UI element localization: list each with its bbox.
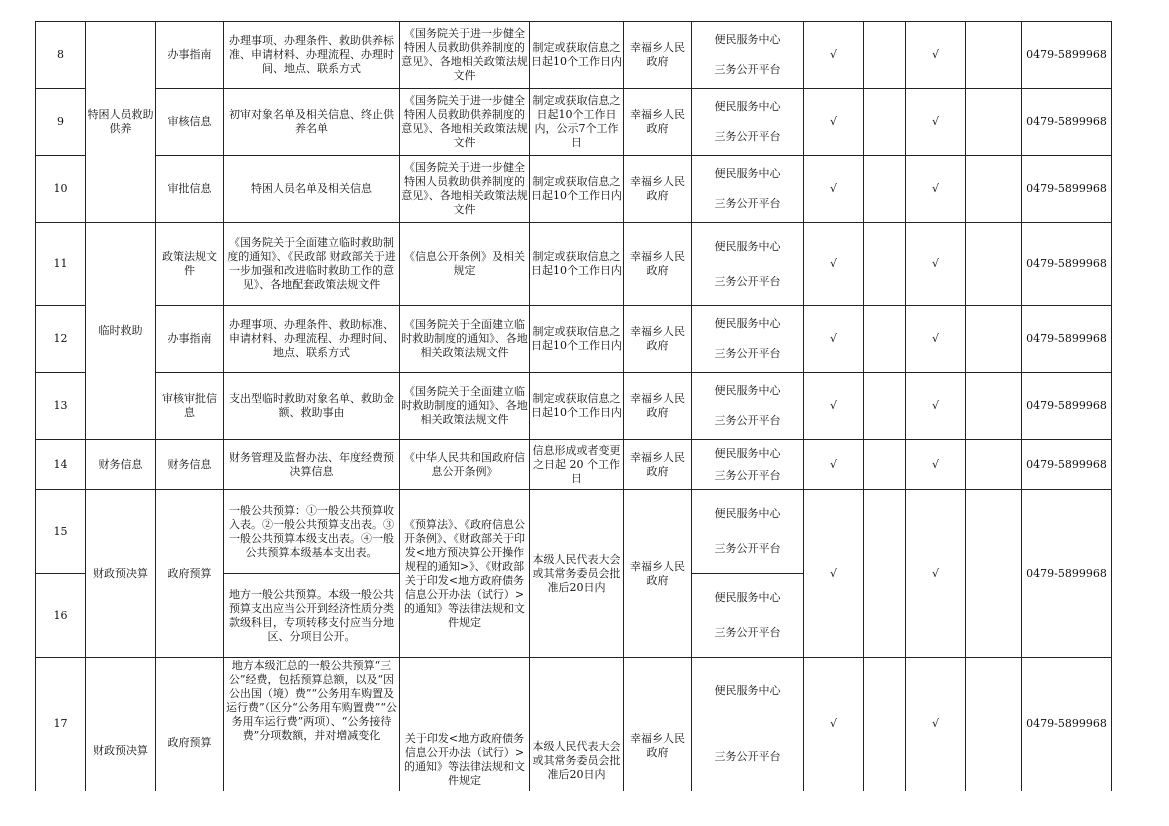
channel-platform: 三务公开平台 xyxy=(714,414,781,427)
subject-cell: 幸福乡人民政府 xyxy=(624,373,692,440)
empty-cell xyxy=(966,373,1022,440)
row-number: 8 xyxy=(36,22,86,89)
table-row xyxy=(36,373,1112,440)
channel-cell xyxy=(692,306,804,373)
item-cell: 政策法规文件 xyxy=(156,223,224,306)
item-cell: 审批信息 xyxy=(156,156,224,223)
content-cell: 支出型临时救助对象名单、救助金额、救助事由 xyxy=(224,373,400,440)
content-cell: 一般公共预算：①一般公共预算收入表。②一般公共预算支出表。③一般公共预算本级支出表。④一般公共预算本级基本支出表。 xyxy=(224,490,400,574)
category-cell: 特困人员救助供养 xyxy=(86,22,156,223)
content-cell: 办理事项、办理条件、救助标准、申请材料、办理流程、办理时间、地点、联系方式 xyxy=(224,306,400,373)
item-cell: 政府预算 xyxy=(156,490,224,658)
subject-cell: 幸福乡人民政府 xyxy=(624,156,692,223)
subject-cell: 幸福乡人民政府 xyxy=(624,22,692,89)
check-mark: √ xyxy=(906,440,966,490)
channel-platform: 三务公开平台 xyxy=(714,626,781,639)
table-row xyxy=(36,306,1112,373)
check-mark: √ xyxy=(906,156,966,223)
time-limit-cell xyxy=(530,658,624,791)
check-mark: √ xyxy=(906,306,966,373)
channel-cell xyxy=(692,440,804,490)
phone-cell: 0479-5899968 xyxy=(1022,306,1112,373)
empty-cell xyxy=(966,22,1022,89)
empty-cell xyxy=(864,22,906,89)
row-number: 16 xyxy=(36,574,86,658)
basis-text: 关于印发<地方政府债务信息公开办法（试行）>的通知》等法律法规和文件规定 xyxy=(404,732,525,788)
channel-cell xyxy=(692,223,804,306)
empty-cell xyxy=(864,440,906,490)
channel-cell xyxy=(692,490,804,574)
channel-cell xyxy=(692,89,804,156)
check-mark: √ xyxy=(804,658,864,791)
empty-cell xyxy=(966,490,1022,658)
channel-cell xyxy=(692,156,804,223)
time-limit-cell: 信息形成或者变更之日起 20 个工作日 xyxy=(530,440,624,490)
check-mark: √ xyxy=(804,156,864,223)
basis-cell: 《国务院关于进一步健全特困人员救助供养制度的意见》、各地相关政策法规文件 xyxy=(400,156,530,223)
table-row xyxy=(36,156,1112,223)
content-cell: 《国务院关于全面建立临时救助制度的通知》、《民政部 财政部关于进一步加强和改进临时救助工作的意见》、各地配套政策法规文件 xyxy=(224,223,400,306)
basis-cell: 《国务院关于进一步健全特困人员救助供养制度的意见》、各地相关政策法规文件 xyxy=(400,89,530,156)
item-cell: 财务信息 xyxy=(156,440,224,490)
channel-platform: 三务公开平台 xyxy=(714,130,781,143)
empty-cell xyxy=(966,440,1022,490)
time-limit-cell: 本级人民代表大会或其常务委员会批准后20日内 xyxy=(530,490,624,658)
check-mark: √ xyxy=(804,223,864,306)
check-mark: √ xyxy=(906,89,966,156)
empty-cell xyxy=(864,223,906,306)
phone-cell: 0479-5899968 xyxy=(1022,223,1112,306)
category-cell: 临时救助 xyxy=(86,223,156,440)
channel-cell xyxy=(692,658,804,791)
empty-cell xyxy=(966,223,1022,306)
check-mark: √ xyxy=(906,658,966,791)
row-number: 10 xyxy=(36,156,86,223)
channel-service-center: 便民服务中心 xyxy=(714,167,781,180)
subject-text: 幸福乡人民政府 xyxy=(630,732,685,760)
channel-service-center: 便民服务中心 xyxy=(714,33,781,46)
content-cell: 初审对象名单及相关信息、终止供养名单 xyxy=(224,89,400,156)
content-cell: 办理事项、办理条件、救助供养标准、申请材料、办理流程、办理时间、地点、联系方式 xyxy=(224,22,400,89)
channel-service-center: 便民服务中心 xyxy=(714,384,781,397)
item-cell xyxy=(156,658,224,791)
channel-service-center: 便民服务中心 xyxy=(714,239,781,253)
channel-service-center: 便民服务中心 xyxy=(714,591,781,604)
channel-service-center: 便民服务中心 xyxy=(714,507,781,520)
time-limit-cell: 制定或获取信息之日起10个工作日内 xyxy=(530,22,624,89)
row-number: 11 xyxy=(36,223,86,306)
phone-cell: 0479-5899968 xyxy=(1022,440,1112,490)
subject-cell: 幸福乡人民政府 xyxy=(624,223,692,306)
category-cell: 财政预决算 xyxy=(86,490,156,658)
phone-cell: 0479-5899968 xyxy=(1022,156,1112,223)
table-row xyxy=(36,89,1112,156)
content-cell: 财务管理及监督办法、年度经费预决算信息 xyxy=(224,440,400,490)
channel-cell xyxy=(692,22,804,89)
empty-cell xyxy=(966,306,1022,373)
category-cell: 财务信息 xyxy=(86,440,156,490)
row-number: 15 xyxy=(36,490,86,574)
subject-cell: 幸福乡人民政府 xyxy=(624,306,692,373)
empty-cell xyxy=(966,658,1022,791)
item-cell: 办事指南 xyxy=(156,306,224,373)
subject-cell: 幸福乡人民政府 xyxy=(624,440,692,490)
channel-cell xyxy=(692,373,804,440)
table-row xyxy=(36,22,1112,89)
time-limit-cell: 制定或获取信息之日起10个工作日内，公示7个工作日 xyxy=(530,89,624,156)
basis-cell: 《国务院关于进一步健全特困人员救助供养制度的意见》、各地相关政策法规文件 xyxy=(400,22,530,89)
content-cell: 特困人员名单及相关信息 xyxy=(224,156,400,223)
table-row xyxy=(36,658,1112,791)
channel-service-center: 便民服务中心 xyxy=(714,317,781,330)
phone-cell: 0479-5899968 xyxy=(1022,89,1112,156)
disclosure-table xyxy=(35,21,1112,791)
content-cell: 地方一般公共预算。本级一般公共预算支出应当公开到经济性质分类款级科目，专项转移支付应当分地区、分项目公开。 xyxy=(224,574,400,658)
channel-platform: 三务公开平台 xyxy=(714,63,781,76)
subject-cell: 幸福乡人民政府 xyxy=(624,89,692,156)
check-mark: √ xyxy=(804,373,864,440)
channel-service-center: 便民服务中心 xyxy=(714,446,781,460)
table-row xyxy=(36,490,1112,574)
content-text: 地方本级汇总的一般公共预算“三公”经费，包括预算总额，以及“因公出国（境）费”“公务用车购置及运行费”（区分“公务用车购置费”“公务用车运行费”两项）、“公务接待费”分项数额，并对增减变化 xyxy=(226,659,397,743)
category-cell xyxy=(86,658,156,791)
phone-cell: 0479-5899968 xyxy=(1022,658,1112,791)
basis-cell: 《预算法》、《政府信息公开条例》、《财政部关于印发<地方预决算公开操作规程的通知>》、《财政部关于印发<地方政府债务信息公开办法（试行）>的通知》等法律法规和文件规定 xyxy=(400,490,530,658)
row-number: 9 xyxy=(36,89,86,156)
time-limit-cell: 制定或获取信息之日起10个工作日内 xyxy=(530,373,624,440)
channel-platform: 三务公开平台 xyxy=(714,197,781,210)
row-number: 13 xyxy=(36,373,86,440)
check-mark: √ xyxy=(804,490,864,658)
channel-service-center: 便民服务中心 xyxy=(714,684,781,698)
item-cell: 审核信息 xyxy=(156,89,224,156)
channel-platform: 三务公开平台 xyxy=(714,274,781,288)
empty-cell xyxy=(864,490,906,658)
basis-cell: 《国务院关于全面建立临时救助制度的通知》、各地相关政策法规文件 xyxy=(400,306,530,373)
time-limit-cell: 制定或获取信息之日起10个工作日内 xyxy=(530,306,624,373)
table-row xyxy=(36,223,1112,306)
check-mark: √ xyxy=(804,89,864,156)
channel-platform: 三务公开平台 xyxy=(714,542,781,555)
empty-cell xyxy=(966,156,1022,223)
basis-cell: 《信息公开条例》及相关规定 xyxy=(400,223,530,306)
time-limit-cell: 制定或获取信息之日起10个工作日内 xyxy=(530,156,624,223)
check-mark: √ xyxy=(906,373,966,440)
basis-cell: 《中华人民共和国政府信息公开条例》 xyxy=(400,440,530,490)
channel-platform: 三务公开平台 xyxy=(714,750,781,764)
channel-platform: 三务公开平台 xyxy=(714,468,781,482)
channel-cell xyxy=(692,574,804,658)
check-mark: √ xyxy=(906,22,966,89)
empty-cell xyxy=(864,373,906,440)
subject-cell xyxy=(624,658,692,791)
row-number: 14 xyxy=(36,440,86,490)
empty-cell xyxy=(864,156,906,223)
category-label: 财政预决算 xyxy=(93,744,148,758)
check-mark: √ xyxy=(906,490,966,658)
time-limit-text: 本级人民代表大会或其常务委员会批准后20日内 xyxy=(532,740,621,782)
content-cell xyxy=(224,658,400,791)
check-mark: √ xyxy=(804,306,864,373)
check-mark: √ xyxy=(804,22,864,89)
subject-cell: 幸福乡人民政府 xyxy=(624,490,692,658)
channel-platform: 三务公开平台 xyxy=(714,347,781,360)
item-cell: 审核审批信息 xyxy=(156,373,224,440)
row-number: 17 xyxy=(36,658,86,791)
time-limit-cell: 制定或获取信息之日起10个工作日内 xyxy=(530,223,624,306)
table-row xyxy=(36,440,1112,490)
basis-cell: 《国务院关于全面建立临时救助制度的通知》、各地相关政策法规文件 xyxy=(400,373,530,440)
check-mark: √ xyxy=(804,440,864,490)
item-label: 政府预算 xyxy=(167,736,212,750)
empty-cell xyxy=(864,89,906,156)
check-mark: √ xyxy=(906,223,966,306)
basis-cell xyxy=(400,658,530,791)
item-cell: 办事指南 xyxy=(156,22,224,89)
phone-cell: 0479-5899968 xyxy=(1022,490,1112,658)
empty-cell xyxy=(864,658,906,791)
empty-cell xyxy=(864,306,906,373)
phone-cell: 0479-5899968 xyxy=(1022,22,1112,89)
phone-cell: 0479-5899968 xyxy=(1022,373,1112,440)
channel-service-center: 便民服务中心 xyxy=(714,100,781,113)
row-number: 12 xyxy=(36,306,86,373)
empty-cell xyxy=(966,89,1022,156)
